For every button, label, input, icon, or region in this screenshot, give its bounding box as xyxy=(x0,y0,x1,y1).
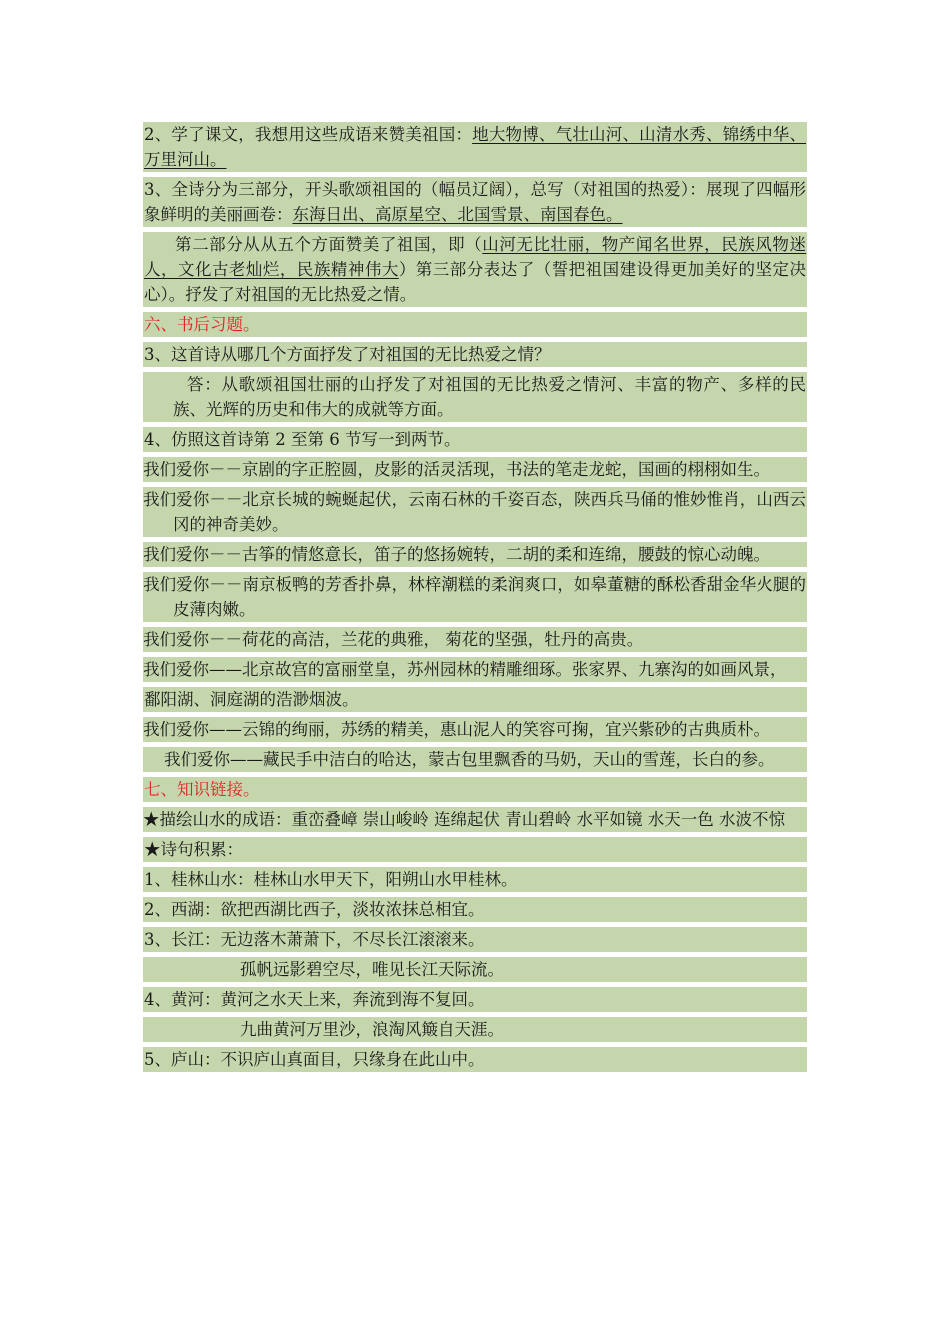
answer-3: 答：从歌颂祖国壮丽的山抒发了对祖国的无比热爱之情河、丰富的物产、多样的民族、光辉的历史和伟大的成就等方面。 xyxy=(143,372,807,422)
poem-line: 3、长江：无边落木萧萧下，不尽长江滚滚来。 xyxy=(143,927,807,952)
poem-line-continued: 孤帆远影碧空尽，唯见长江天际流。 xyxy=(143,957,807,982)
poem-line: 1、桂林山水：桂林山水甲天下，阳朔山水甲桂林。 xyxy=(143,867,807,892)
imitation-line: 我们爱你－－京剧的字正腔圆，皮影的活灵活现，书法的笔走龙蛇，国画的栩栩如生。 xyxy=(143,457,807,482)
paragraph-part-two xyxy=(143,232,807,307)
imitation-line-text: 我们爱你——藏民手中洁白的哈达，蒙古包里飘香的马奶，天山的雪莲，长白的参。 xyxy=(164,750,775,769)
underlined-aspects: 山河无比壮丽，物产闻名世界，民族风物迷人，文化古老灿烂，民族精神伟大 xyxy=(144,235,807,279)
poems-heading: ★诗句积累： xyxy=(143,837,807,862)
poem-line: 4、黄河：黄河之水天上来，奔流到海不复回。 xyxy=(143,987,807,1012)
poem-line-continued: 九曲黄河万里沙，浪淘风簸自天涯。 xyxy=(143,1017,807,1042)
imitation-line: 我们爱你－－荷花的高洁，兰花的典雅， 菊花的坚强，牡丹的高贵。 xyxy=(143,627,807,652)
question-3: 3、这首诗从哪几个方面抒发了对祖国的无比热爱之情？ xyxy=(143,342,807,367)
paragraph-text: 第二部分从从五个方面赞美了祖国，即（ xyxy=(175,235,483,254)
question-4: 4、仿照这首诗第 2 至第 6 节写一到两节。 xyxy=(143,427,807,452)
paragraph-poem-structure xyxy=(143,177,807,227)
imitation-line: 我们爱你——北京故宫的富丽堂皇，苏州园林的精雕细琢。张家界、九寨沟的如画风景， xyxy=(143,657,807,682)
poem-line: 5、庐山：不识庐山真面目，只缘身在此山中。 xyxy=(143,1047,807,1072)
paragraph-idioms-praise xyxy=(143,122,807,172)
underlined-scenes: 东海日出、高原星空、北国雪景、南国春色。 xyxy=(292,205,623,224)
paragraph-prefix: 2、学了课文，我想用这些成语来赞美祖国： xyxy=(144,125,473,144)
poem-line: 2、西湖：欲把西湖比西子，淡妆浓抹总相宜。 xyxy=(143,897,807,922)
underlined-idioms: 地大物博、气壮山河、山清水秀、锦绣中华、万里河山。 xyxy=(144,125,807,169)
section-heading-exercises: 六、书后习题。 xyxy=(143,312,807,337)
imitation-line: 我们爱你——云锦的绚丽，苏绣的精美，惠山泥人的笑容可掬，宜兴紫砂的古典质朴。 xyxy=(143,717,807,742)
document-page xyxy=(143,122,807,1077)
imitation-line-indented xyxy=(143,747,807,772)
imitation-line: 我们爱你－－古筝的情悠意长，笛子的悠扬婉转，二胡的柔和连绵，腰鼓的惊心动魄。 xyxy=(143,542,807,567)
paragraph-text: 3、全诗分为三部分，开头歌颂祖国的（幅员辽阔），总写（对祖国的热爱）：展现了四幅形象鲜明的美丽画卷： xyxy=(144,180,806,224)
imitation-line: 我们爱你－－南京板鸭的芳香扑鼻，林梓潮糕的柔润爽口，如皋董糖的酥松香甜金华火腿的皮薄肉嫩。 xyxy=(143,572,807,622)
imitation-line: 我们爱你－－北京长城的蜿蜒起伏，云南石林的千姿百态，陕西兵马俑的惟妙惟肖，山西云冈的神奇美妙。 xyxy=(143,487,807,537)
imitation-line-continued: 鄱阳湖、洞庭湖的浩渺烟波。 xyxy=(143,687,807,712)
paragraph-text: ）第三部分表达了（誓把祖国建设得更加美好的坚定决心）。抒发了对祖国的无比热爱之情。 xyxy=(144,260,807,304)
landscape-idioms-line: ★描绘山水的成语：重峦叠嶂 崇山峻岭 连绵起伏 青山碧岭 水平如镜 水天一色 水波不惊 xyxy=(143,807,807,832)
section-heading-knowledge-links: 七、知识链接。 xyxy=(143,777,807,802)
